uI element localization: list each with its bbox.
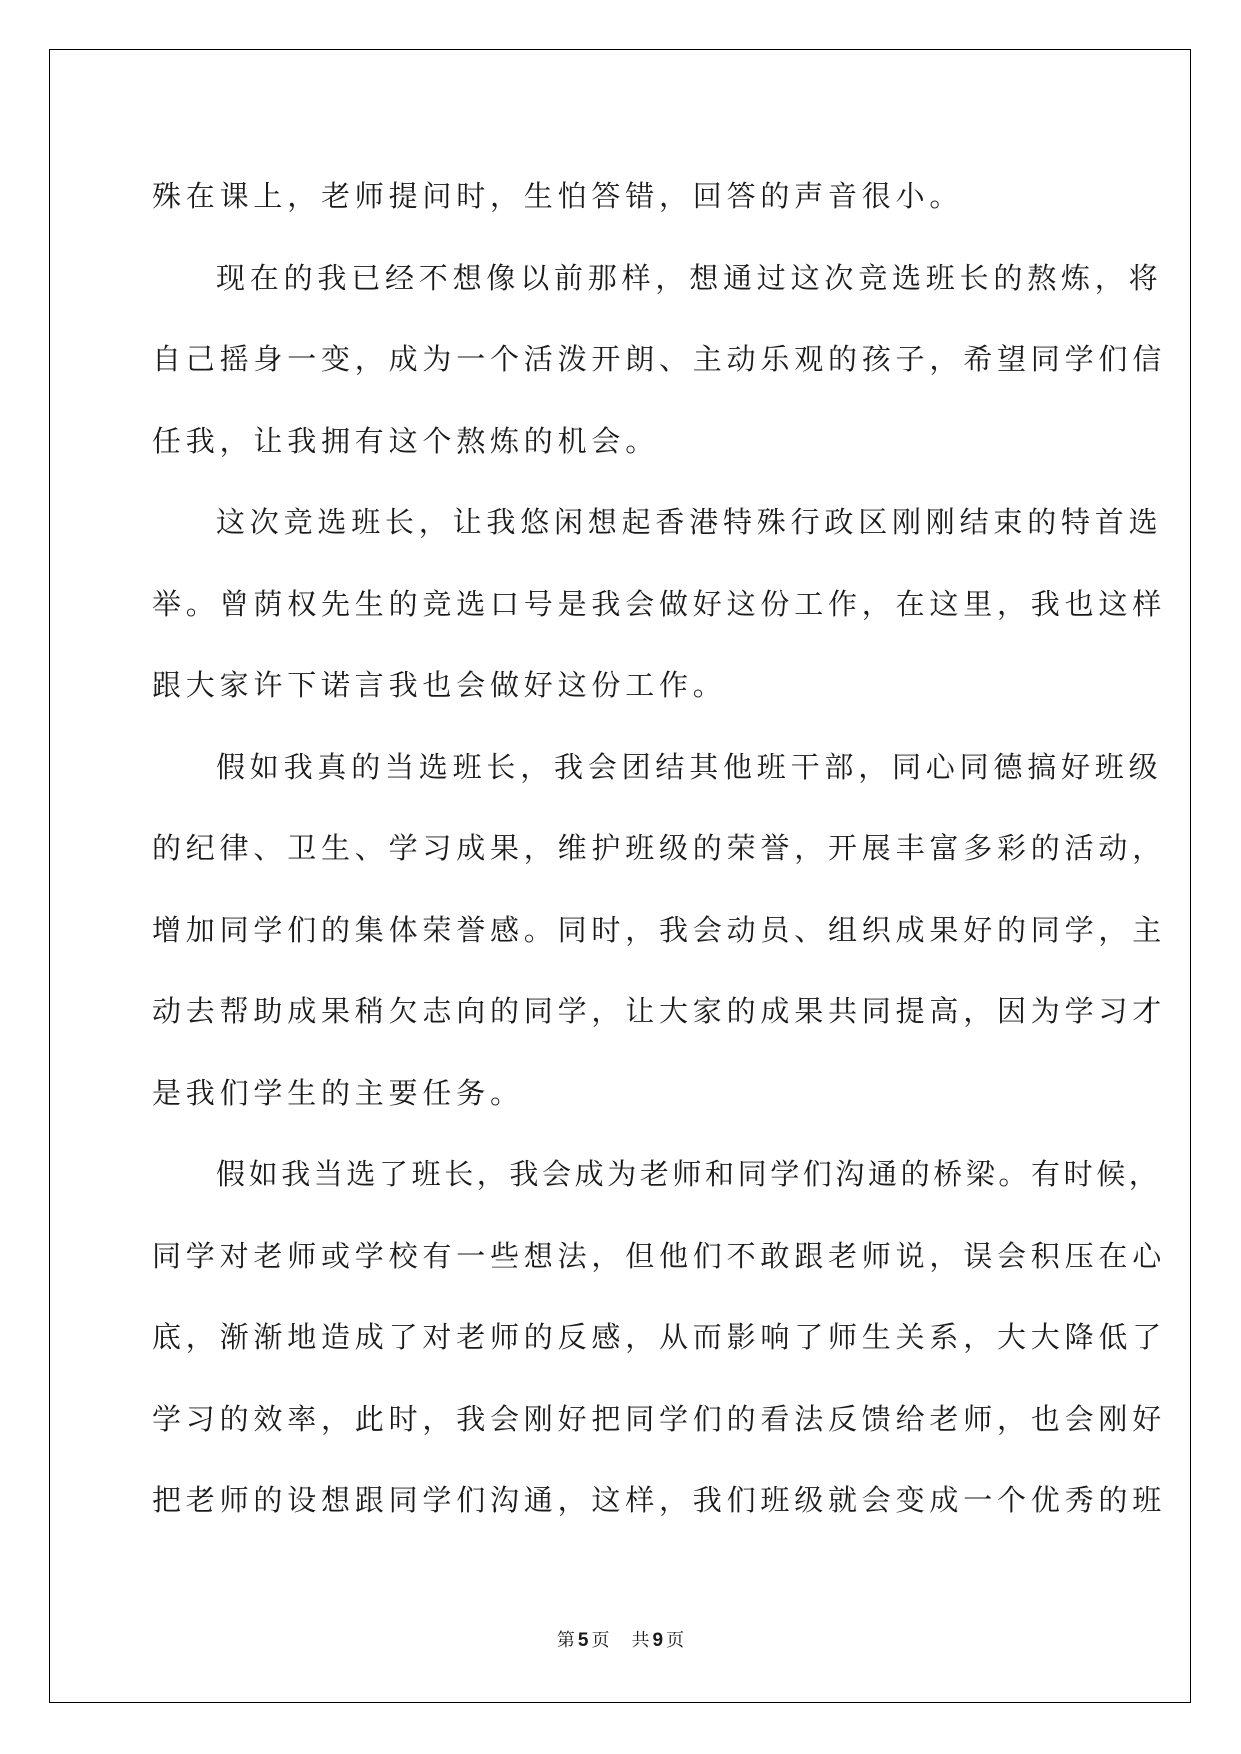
paragraph-line: 把老师的设想跟同学们沟通，这样，我们班级就会变成一个优秀的班 [152, 1483, 1167, 1517]
page-footer [0, 1626, 1241, 1652]
current-page-number: 5 [577, 1630, 589, 1651]
footer-total-unit: 页 [666, 1630, 685, 1651]
total-pages-number: 9 [652, 1630, 664, 1651]
paragraph-line: 动去帮助成果稍欠志向的同学，让大家的成果共同提高，因为学习才 [152, 994, 1167, 1028]
paragraph-line: 底，渐渐地造成了对老师的反感，从而影响了师生关系，大大降低了 [152, 1320, 1167, 1354]
footer-page-unit: 页 [591, 1630, 610, 1651]
paragraph-line: 殊在课上，老师提问时，生怕答错，回答的声音很小。 [152, 179, 964, 213]
document-body [152, 156, 1167, 1542]
paragraph-line: 自己摇身一变，成为一个活泼开朗、主动乐观的孩子，希望同学们信 [152, 342, 1167, 376]
footer-prefix: 第 [556, 1630, 575, 1651]
paragraph-line: 假如我真的当选班长，我会团结其他班干部，同心同德搞好班级 [216, 749, 1163, 784]
paragraph-line: 这次竞选班长，让我悠闲想起香港特殊行政区刚刚结束的特首选 [216, 505, 1163, 539]
paragraph-line: 是我们学生的主要任务。 [152, 1075, 524, 1110]
paragraph-line: 同学对老师或学校有一些想法，但他们不敢跟老师说，误会积压在心 [152, 1238, 1167, 1273]
footer-total-prefix: 共 [631, 1630, 650, 1651]
paragraph-line: 举。曾荫权先生的竞选口号是我会做好这份工作，在这里，我也这样 [152, 586, 1167, 621]
paragraph-line: 的纪律、卫生、学习成果，维护班级的荣誉，开展丰富多彩的活动， [152, 831, 1167, 865]
paragraph-line: 跟大家许下诺言我也会做好这份工作。 [152, 668, 727, 702]
paragraph-line: 学习的效率，此时，我会刚好把同学们的看法反馈给老师，也会刚好 [152, 1401, 1167, 1436]
paragraph-line: 现在的我已经不想像以前那样，想通过这次竞选班长的熬炼，将 [216, 260, 1163, 295]
paragraph-line: 增加同学们的集体荣誉感。同时，我会动员、组织成果好的同学，主 [152, 912, 1167, 947]
paragraph-line: 假如我当选了班长，我会成为老师和同学们沟通的桥梁。有时候， [216, 1157, 1162, 1191]
paragraph-line: 任我，让我拥有这个熬炼的机会。 [152, 423, 660, 458]
